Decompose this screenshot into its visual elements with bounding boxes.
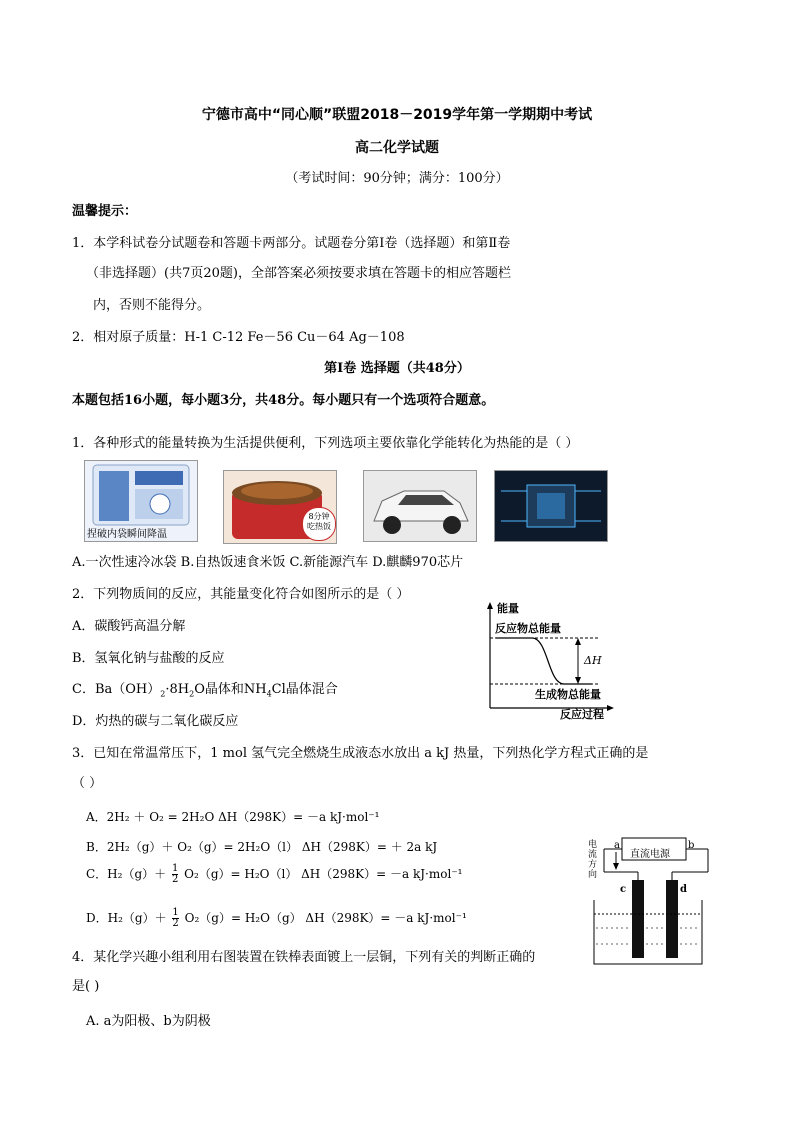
fraction-half [172,864,178,885]
fraction-den: 2 [171,874,179,885]
q2-option-c-mid: ·8H [165,682,190,697]
fraction-half [172,908,178,929]
q2-option-c-post: Cl晶体混合 [271,682,338,697]
q2-option-d: D．灼热的碳与二氧化碳反应 [72,714,239,729]
rice-badge-num: 8分钟 [308,512,330,521]
q3-option-a: A．2H₂ ＋ O₂ = 2H₂O ΔH（298K）= －a kJ·mol⁻¹ [86,810,380,824]
chip-icon [495,471,607,541]
q2-option-c: C．$Ba(OH)_2\cdot 8H_2O$晶体和$NH_4Cl$晶体混合 [72,682,338,699]
kirin-chip-image [494,470,608,542]
reactant-energy-label: 反应物总能量 [495,622,561,635]
exam-subtitle: 高二化学试题 [355,140,439,156]
terminal-a-label: a [614,840,620,851]
electrode-d-label: d [680,884,687,895]
rice-badge-text: 吃热饭 [307,522,331,531]
reaction-process-label: 反应过程 [560,708,604,721]
tips-item1-line1: 1．本学科试卷分试题卷和答题卡两部分。试题卷分第Ⅰ卷（选择题）和第Ⅱ卷 [72,236,511,251]
current-direction-label: 电流方向 [588,840,598,880]
car-icon [364,471,476,541]
section-instruction: 本题包括16小题，每小题3分，共48分。每小题只有一个选项符合题意。 [72,393,495,408]
q2-option-a: A．碳酸钙高温分解 [72,619,186,634]
q1-options: A.一次性速冷冰袋 B.自热饭速食米饭 C.新能源汽车 D.麒麟970芯片 [72,555,464,570]
q3-option-c-pre: C．H₂（g）＋ [86,867,167,881]
q3-option-d-post: O₂（g）= H₂O（g） ΔH（298K）= －a kJ·mol⁻¹ [184,911,467,925]
q4-stem-line1: 4．某化学兴趣小组利用右图装置在铁棒表面镀上一层铜，下列有关的判断正确的 [72,950,536,965]
q2-option-c-mid2: O晶体和NH [194,682,267,697]
q3-option-d [86,908,467,929]
q3-option-c-post: O₂（g）= H₂O（l） ΔH（298K）= －a kJ·mol⁻¹ [184,867,463,881]
q3-stem-line2: （ ） [72,776,103,791]
product-energy-label: 生成物总能量 [535,688,601,701]
electrode-c-label: c [620,884,627,895]
tips-item1-line2: （非选择题）(共7页20题)，全部答案必须按要求填在答题卡的相应答题栏 [86,266,511,281]
q1-stem: 1．各种形式的能量转换为生活提供便利，下列选项主要依靠化学能转化为热能的是（ ） [72,436,579,451]
exam-info: （考试时间：90分钟；满分：100分） [285,171,509,186]
q3-option-b: B．2H₂（g）＋ O₂（g）= 2H₂O（l） ΔH（298K）= ＋ 2a kJ [86,840,438,854]
fraction-den: 2 [172,918,179,929]
energy-axis-label: 能量 [497,602,519,615]
q2-option-c-pre: C．Ba（OH） [72,682,161,697]
q4-stem-line2: 是( ) [72,979,100,994]
delta-h-label: ΔH [584,654,602,667]
q2-stem: 2．下列物质间的反应，其能量变化符合如图所示的是（ ） [72,587,410,602]
q4-option-a: A. a为阳极、b为阴极 [86,1014,211,1029]
ice-pack-image [84,460,198,542]
section-heading: 第Ⅰ卷 选择题（共48分） [324,361,470,376]
fraction-num: 1 [171,863,179,874]
tips-item2: 2．相对原子质量：H-1 C-12 Fe－56 Cu－64 Ag－108 [72,330,405,345]
new-energy-car-image [363,470,477,542]
q2-option-b: B．氢氧化钠与盐酸的反应 [72,651,225,666]
ice-pack-caption: 捏破内袋瞬间降温 [87,529,167,540]
q3-stem-line1: 3．已知在常温常压下，1 mol 氢气完全燃烧生成液态水放出 a kJ 热量，下列热化学方程式正确的是 [72,746,649,761]
rice-badge [302,507,336,541]
power-source-label: 直流电源 [630,849,670,860]
q3-option-c [86,864,462,885]
tips-heading: 温馨提示： [72,204,138,219]
fraction-num: 1 [172,907,179,918]
tips-item1-line3: 内，否则不能得分。 [93,298,211,313]
terminal-b-label: b [688,840,695,851]
q3-option-d-pre: D．H₂（g）＋ [86,911,167,925]
self-heating-rice-image [223,470,337,544]
exam-title: 宁德市高中“同心顺”联盟2018－2019学年第一学期期中考试 [201,107,593,123]
